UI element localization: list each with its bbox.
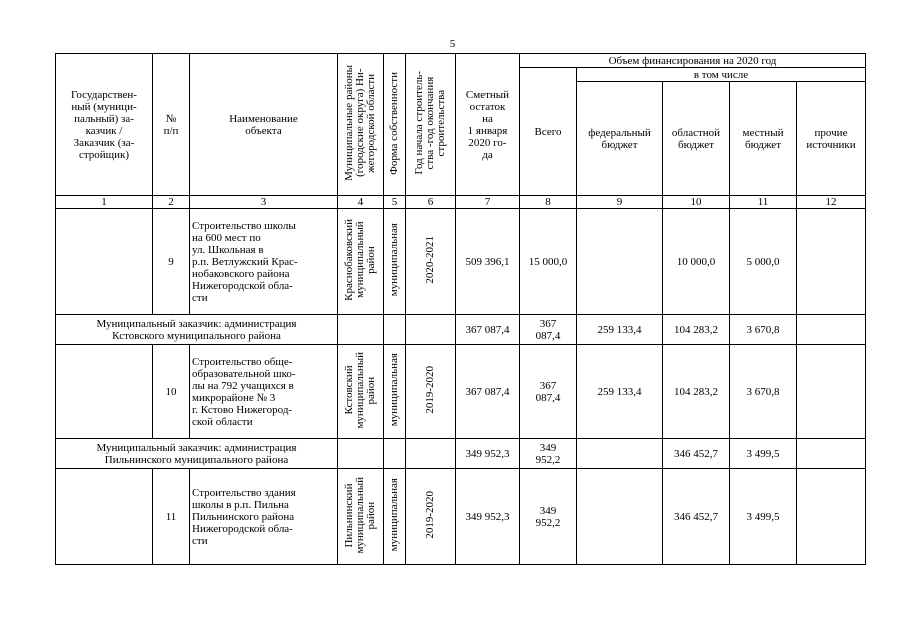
row9-customer [56,209,153,315]
group11-other [797,439,866,469]
group11-total: 349 952,2 [520,439,577,469]
row11-num: 11 [153,469,190,565]
header-ownership-text: Форма собственности [388,71,400,175]
row9-federal [577,209,663,315]
row10-customer [56,345,153,439]
header-federal: федеральный бюджет [577,82,663,196]
row11-district [338,469,384,565]
row10-years-text: 2019-2020 [424,366,436,414]
row11-local: 3 499,5 [730,469,797,565]
col-number: 5 [384,196,406,209]
row10-ownership [384,345,406,439]
col-number: 6 [406,196,456,209]
row11-object-name: Строительство здания школы в р.п. Пильна Пильнинского района Нижегородской обла- сти [190,469,338,565]
table-row [56,345,866,439]
row9-total: 15 000,0 [520,209,577,315]
header-financing: Объем финансирования на 2020 год [520,54,866,68]
row9-district-text: Краснобаковский муниципальный район [343,219,377,301]
row10-district [338,345,384,439]
header-regional: областной бюджет [663,82,730,196]
row11-federal [577,469,663,565]
group10-federal: 259 133,4 [577,315,663,345]
row10-other [797,345,866,439]
group10-total: 367 087,4 [520,315,577,345]
row11-total: 349 952,2 [520,469,577,565]
row10-remaining: 367 087,4 [456,345,520,439]
row10-district-text: Кстовский муниципальный район [343,351,377,429]
col-number: 7 [456,196,520,209]
group10-local: 3 670,8 [730,315,797,345]
group11-remaining: 349 952,3 [456,439,520,469]
financing-table [55,53,866,565]
header-local: местный бюджет [730,82,797,196]
row9-regional: 10 000,0 [663,209,730,315]
col-number: 10 [663,196,730,209]
row11-regional: 346 452,7 [663,469,730,565]
row10-local: 3 670,8 [730,345,797,439]
group11-regional: 346 452,7 [663,439,730,469]
header-municipal-districts [338,54,384,196]
row9-years-text: 2020-2021 [424,236,436,284]
col-number: 3 [190,196,338,209]
group10-remaining: 367 087,4 [456,315,520,345]
col-number: 11 [730,196,797,209]
row11-remaining: 349 952,3 [456,469,520,565]
row9-local: 5 000,0 [730,209,797,315]
header-customer: Государствен- ный (муници- пальный) за- казчик / Заказчик (за- стройщик) [56,54,153,196]
header-other: прочие источники [797,82,866,196]
row10-regional: 104 283,2 [663,345,730,439]
group11-empty [384,439,406,469]
col-number: 2 [153,196,190,209]
row11-years-text: 2019-2020 [424,491,436,539]
group10-empty [338,315,384,345]
column-numbers-row [56,196,866,209]
header-years [406,54,456,196]
group10-customer: Муниципальный заказчик: администрация Кстовского муниципального района [56,315,338,345]
row10-ownership-text: муниципальная [388,353,400,427]
row9-remaining: 509 396,1 [456,209,520,315]
group11-local: 3 499,5 [730,439,797,469]
header-municipal-districts-text: Муниципальные районы (городские округа) Ни- жегородской области [343,65,377,181]
table-row [56,209,866,315]
row11-ownership-text: муниципальная [388,478,400,552]
header-num: № п/п [153,54,190,196]
col-number: 8 [520,196,577,209]
group10-empty [384,315,406,345]
group11-empty [406,439,456,469]
header-object-name: Наименование объекта [190,54,338,196]
col-number: 9 [577,196,663,209]
col-number: 4 [338,196,384,209]
row11-other [797,469,866,565]
group10-regional: 104 283,2 [663,315,730,345]
row9-years [406,209,456,315]
table-row [56,439,866,469]
header-total: Всего [520,68,577,196]
col-number: 1 [56,196,153,209]
col-number: 12 [797,196,866,209]
row10-object-name: Строительство обще- образовательной шко- лы на 792 учащихся в микрорайоне № 3 г. Кстово Нижегород- ской области [190,345,338,439]
row11-district-text: Пильнинский муниципальный район [343,476,377,554]
row10-total: 367 087,4 [520,345,577,439]
row9-num: 9 [153,209,190,315]
row9-district [338,209,384,315]
row9-object-name: Строительство школы на 600 мест по ул. Школьная в р.п. Ветлужский Крас- нобаковского района Нижегородской обла- сти [190,209,338,315]
group11-customer: Муниципальный заказчик: администрация Пильнинского муниципального района [56,439,338,469]
header-ownership [384,54,406,196]
group10-other [797,315,866,345]
row10-years [406,345,456,439]
row11-years [406,469,456,565]
header-years-text: Год начала строитель- ства -год окончания строительства [413,71,447,175]
group10-empty [406,315,456,345]
row11-ownership [384,469,406,565]
header-remaining-cost: Сметный остаток на 1 января 2020 го- да [456,54,520,196]
row10-federal: 259 133,4 [577,345,663,439]
group11-federal [577,439,663,469]
row11-customer [56,469,153,565]
row9-other [797,209,866,315]
table-row [56,469,866,565]
group11-empty [338,439,384,469]
header-including: в том числе [577,68,866,82]
page-number: 5 [449,38,456,50]
table-row [56,315,866,345]
row9-ownership [384,209,406,315]
row10-num: 10 [153,345,190,439]
row9-ownership-text: муниципальная [388,223,400,297]
